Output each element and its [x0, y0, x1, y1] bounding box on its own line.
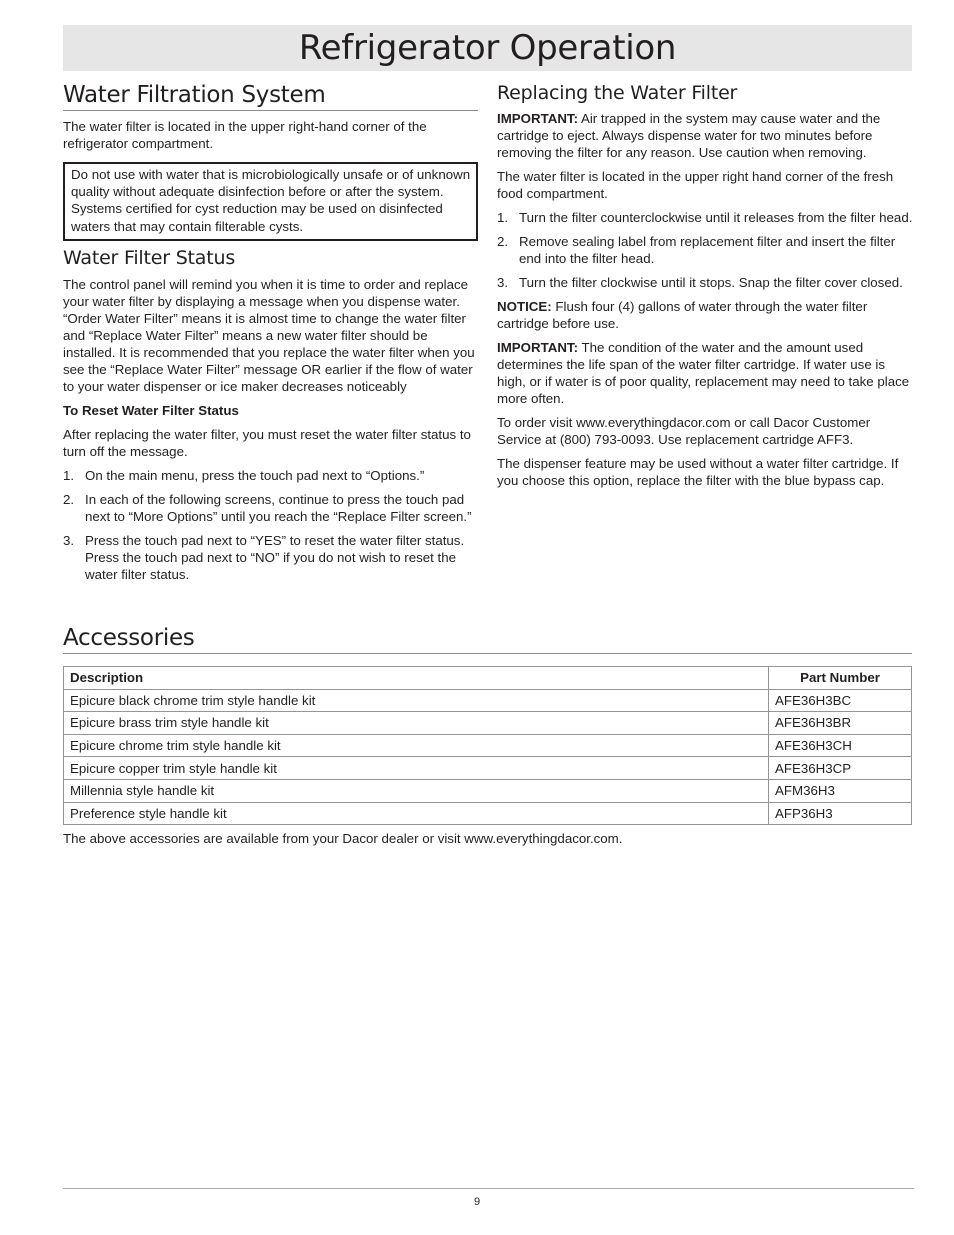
- dispenser-info: The dispenser feature may be used without a water filter cartridge. If you choose this option, replace the filter with the blue bypass cap.: [497, 456, 899, 488]
- list-item-number: 2.: [63, 491, 75, 507]
- table-header-row: [64, 667, 912, 690]
- important-2: [497, 339, 913, 407]
- list-item: [497, 209, 913, 226]
- list-item-number: 3.: [63, 532, 75, 548]
- column-header-part-number: Part Number: [769, 667, 912, 690]
- notice: [497, 298, 913, 332]
- important-2-text: The condition of the water and the amount used determines the life span of the water filter cartridge. If water use is high, or if water is of poor quality, replacement may need to take place more often.: [497, 340, 910, 406]
- description-cell: Epicure black chrome trim style handle kit: [64, 689, 769, 712]
- warning-box: [63, 162, 478, 241]
- list-item: [63, 491, 478, 525]
- table-row: [64, 712, 912, 735]
- part-number-cell: AFE36H3CH: [769, 734, 912, 757]
- right-column: [497, 80, 913, 489]
- description-cell: Millennia style handle kit: [64, 779, 769, 802]
- left-column: [63, 80, 478, 583]
- filter-status-heading: Water Filter Status: [63, 246, 236, 269]
- notice-label: NOTICE:: [497, 299, 552, 314]
- list-item: [497, 274, 913, 291]
- part-number-cell: AFE36H3CP: [769, 757, 912, 780]
- description-cell: Epicure copper trim style handle kit: [64, 757, 769, 780]
- water-filtration-intro: The water filter is located in the upper right-hand corner of the refrigerator compartment.: [63, 119, 427, 151]
- title-bar: [63, 25, 912, 71]
- important-1: [497, 110, 913, 161]
- important-1-label: IMPORTANT:: [497, 111, 579, 126]
- notice-text: Flush four (4) gallons of water through the water filter cartridge before use.: [497, 299, 868, 331]
- footer-divider: [63, 1188, 914, 1189]
- list-item: [63, 467, 478, 484]
- filter-status-body: The control panel will remind you when it is time to order and replace your water filter by displaying a message when you dispense water. “Order Water Filter” means it is almost time to change the water filter and “Replace Water Filter” means a new water filter should be installed. It is recommended that you replace the water filter when you see the “Replace Water Filter” message OR earlier if the flow of water to your water dispenser or ice maker decreases noticeably: [63, 276, 475, 394]
- accessories-section: [63, 623, 912, 847]
- part-number-cell: AFE36H3BR: [769, 712, 912, 735]
- page-title: Refrigerator Operation: [298, 28, 677, 68]
- filter-location: The water filter is located in the upper right hand corner of the fresh food compartment.: [497, 169, 894, 201]
- list-item-text: Turn the filter counterclockwise until it releases from the filter head.: [519, 210, 913, 225]
- list-item-number: 1.: [497, 210, 509, 225]
- list-item-number: 1.: [63, 467, 75, 483]
- list-item-text: In each of the following screens, continue to press the touch pad next to “More Options” until you reach the “Replace Filter screen.”: [85, 491, 472, 524]
- table-row: [64, 779, 912, 802]
- replace-steps-list: [497, 209, 913, 291]
- accessories-heading: Accessories: [63, 623, 912, 654]
- warning-text: Do not use with water that is microbiologically unsafe or of unknown quality without adequate disinfection before or after the system. Systems certified for cyst reduction may be used on disinfected waters that may contain filterable cysts.: [71, 167, 471, 234]
- list-item-text: On the main menu, press the touch pad next to “Options.”: [85, 467, 425, 483]
- table-row: [64, 689, 912, 712]
- reset-steps-list: [63, 467, 478, 583]
- accessories-table-body: [64, 689, 912, 825]
- important-2-label: IMPORTANT:: [497, 340, 579, 355]
- list-item: [497, 233, 913, 267]
- list-item-text: Turn the filter clockwise until it stops. Snap the filter cover closed.: [519, 275, 903, 290]
- table-row: [64, 734, 912, 757]
- replacing-heading: Replacing the Water Filter: [497, 82, 738, 104]
- description-cell: Epicure brass trim style handle kit: [64, 712, 769, 735]
- important-1-text: Air trapped in the system may cause water and the cartridge to eject. Always dispense water for two minutes before removing the filter for any reason. Use caution when removing.: [497, 111, 881, 160]
- part-number-cell: AFM36H3: [769, 779, 912, 802]
- description-cell: Epicure chrome trim style handle kit: [64, 734, 769, 757]
- table-row: [64, 802, 912, 825]
- reset-intro: After replacing the water filter, you must reset the water filter status to turn off the message.: [63, 426, 471, 459]
- page-number: 9: [473, 1196, 481, 1208]
- column-header-description: Description: [64, 667, 769, 690]
- accessories-table: [63, 666, 912, 825]
- order-info: To order visit www.everythingdacor.com or call Dacor Customer Service at (800) 793-0093. Use replacement cartridge AFF3.: [497, 415, 871, 447]
- part-number-cell: AFP36H3: [769, 802, 912, 825]
- list-item: [63, 532, 478, 583]
- list-item-number: 2.: [497, 234, 509, 249]
- reset-heading: To Reset Water Filter Status: [63, 402, 239, 418]
- water-filtration-heading: Water Filtration System: [63, 80, 478, 111]
- table-row: [64, 757, 912, 780]
- list-item-text: Press the touch pad next to “YES” to reset the water filter status. Press the touch pad next to “NO” if you do not wish to reset the water filter status.: [85, 532, 465, 582]
- accessories-note: The above accessories are available from your Dacor dealer or visit www.everythingdacor.com.: [63, 831, 623, 847]
- description-cell: Preference style handle kit: [64, 802, 769, 825]
- list-item-text: Remove sealing label from replacement filter and insert the filter end into the filter head.: [519, 234, 896, 266]
- list-item-number: 3.: [497, 275, 509, 290]
- part-number-cell: AFE36H3BC: [769, 689, 912, 712]
